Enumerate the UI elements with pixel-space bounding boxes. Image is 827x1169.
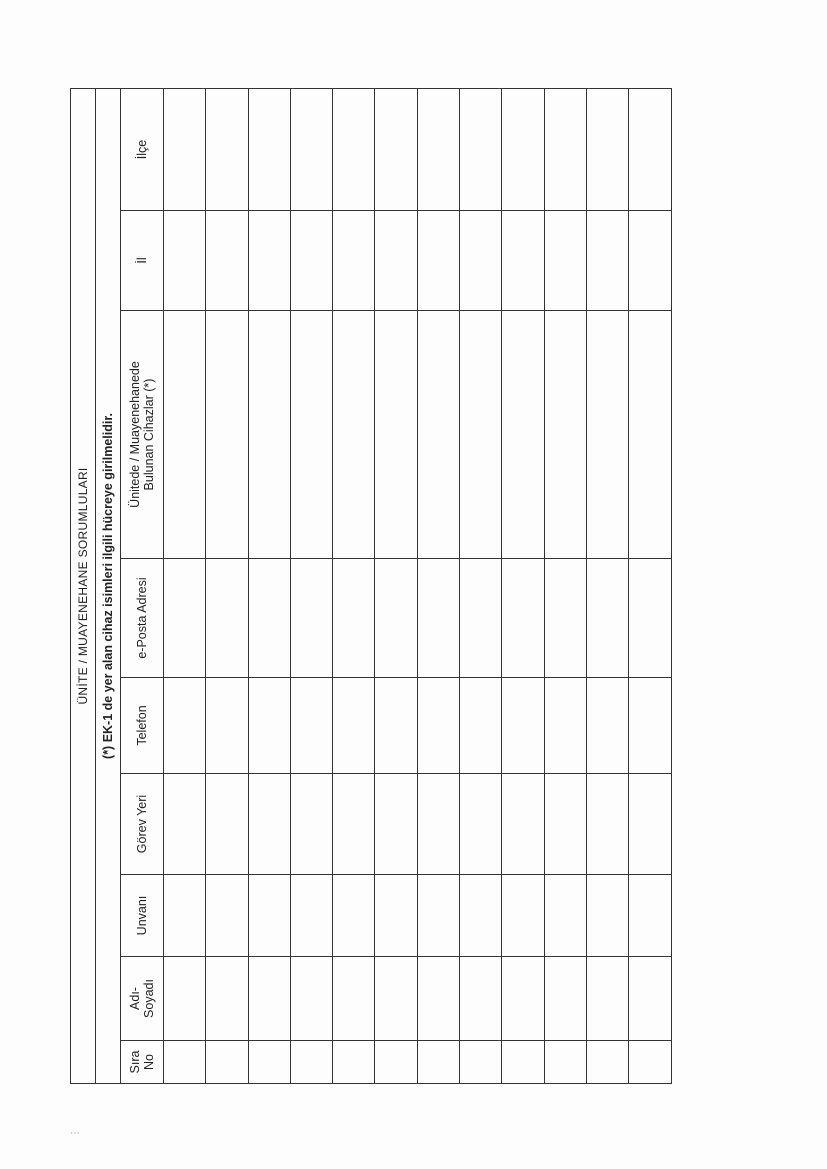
table-cell[interactable] xyxy=(417,957,459,1041)
table-cell[interactable] xyxy=(375,88,417,210)
table-cell[interactable] xyxy=(502,88,544,210)
table-cell[interactable] xyxy=(375,678,417,774)
table-cell[interactable] xyxy=(544,1041,586,1084)
table-cell[interactable] xyxy=(586,957,628,1041)
table-cell[interactable] xyxy=(290,774,332,875)
column-header: e-Posta Adresi xyxy=(121,559,164,678)
table-cell[interactable] xyxy=(417,1041,459,1084)
table-row xyxy=(206,88,248,1083)
table-cell[interactable] xyxy=(586,559,628,678)
table-cell[interactable] xyxy=(206,875,248,957)
table-cell[interactable] xyxy=(375,311,417,559)
column-header: Adı- Soyadı xyxy=(121,957,164,1041)
table-cell[interactable] xyxy=(502,1041,544,1084)
table-cell[interactable] xyxy=(248,1041,290,1084)
table-cell[interactable] xyxy=(206,88,248,210)
table-cell[interactable] xyxy=(248,311,290,559)
table-cell[interactable] xyxy=(206,311,248,559)
table-cell[interactable] xyxy=(629,311,671,559)
table-cell[interactable] xyxy=(333,311,375,559)
table-cell[interactable] xyxy=(460,559,502,678)
column-header: Unvanı xyxy=(121,875,164,957)
table-cell[interactable] xyxy=(544,774,586,875)
table-cell[interactable] xyxy=(502,211,544,311)
table-cell[interactable] xyxy=(460,678,502,774)
table-cell[interactable] xyxy=(629,957,671,1041)
table-cell[interactable] xyxy=(460,875,502,957)
table-cell[interactable] xyxy=(417,678,459,774)
table-cell[interactable] xyxy=(206,1041,248,1084)
table-cell[interactable] xyxy=(333,957,375,1041)
table-cell[interactable] xyxy=(248,957,290,1041)
table-cell[interactable] xyxy=(544,875,586,957)
table-row xyxy=(290,88,332,1083)
table-cell[interactable] xyxy=(544,211,586,311)
table-cell[interactable] xyxy=(290,559,332,678)
table-cell[interactable] xyxy=(502,957,544,1041)
table-cell[interactable] xyxy=(164,875,206,957)
table-cell[interactable] xyxy=(290,957,332,1041)
table-cell[interactable] xyxy=(502,559,544,678)
table-cell[interactable] xyxy=(629,559,671,678)
table-cell[interactable] xyxy=(629,88,671,210)
form-title: ÜNİTE / MUAYENEHANE SORUMLULARI xyxy=(71,88,96,1083)
table-row xyxy=(333,88,375,1083)
table-cell[interactable] xyxy=(586,211,628,311)
table-row xyxy=(586,88,628,1083)
form-note: (*) EK-1 de yer alan cihaz isimleri ilgili hücreye girilmelidir. xyxy=(96,88,121,1083)
table-cell[interactable] xyxy=(206,774,248,875)
table-cell[interactable] xyxy=(164,678,206,774)
table-row xyxy=(375,88,417,1083)
column-header: Telefon xyxy=(121,678,164,774)
table-cell[interactable] xyxy=(375,211,417,311)
scan-artifact: ⋯ xyxy=(70,1128,80,1139)
table-cell[interactable] xyxy=(417,88,459,210)
table-cell[interactable] xyxy=(290,88,332,210)
table-row xyxy=(248,88,290,1083)
table-cell[interactable] xyxy=(586,678,628,774)
table-cell[interactable] xyxy=(460,211,502,311)
table-cell[interactable] xyxy=(164,311,206,559)
table-cell[interactable] xyxy=(248,678,290,774)
table-cell[interactable] xyxy=(333,678,375,774)
table-cell[interactable] xyxy=(460,957,502,1041)
table-row xyxy=(544,88,586,1083)
responsibles-table xyxy=(70,88,672,1084)
table-cell[interactable] xyxy=(164,88,206,210)
table-cell[interactable] xyxy=(544,88,586,210)
table-cell[interactable] xyxy=(290,1041,332,1084)
table-row xyxy=(502,88,544,1083)
table-cell[interactable] xyxy=(629,678,671,774)
table-cell[interactable] xyxy=(460,774,502,875)
table-cell[interactable] xyxy=(375,559,417,678)
table-cell[interactable] xyxy=(164,211,206,311)
table-cell[interactable] xyxy=(629,774,671,875)
table-cell[interactable] xyxy=(333,211,375,311)
table-cell[interactable] xyxy=(544,311,586,559)
table-cell[interactable] xyxy=(502,678,544,774)
table-cell[interactable] xyxy=(544,957,586,1041)
table-cell[interactable] xyxy=(460,311,502,559)
table-cell[interactable] xyxy=(333,88,375,210)
column-header: Görev Yeri xyxy=(121,774,164,875)
column-header: Ünitede / Muayenehanede Bulunan Cihazlar (*) xyxy=(121,311,164,559)
table-cell[interactable] xyxy=(333,559,375,678)
column-header: İl xyxy=(121,211,164,311)
table-cell[interactable] xyxy=(164,957,206,1041)
table-cell[interactable] xyxy=(248,559,290,678)
rotated-form-sheet xyxy=(70,89,706,1084)
table-cell[interactable] xyxy=(206,211,248,311)
table-cell[interactable] xyxy=(417,875,459,957)
table-cell[interactable] xyxy=(544,678,586,774)
table-cell[interactable] xyxy=(417,311,459,559)
table-cell[interactable] xyxy=(164,559,206,678)
table-cell[interactable] xyxy=(375,774,417,875)
table-cell[interactable] xyxy=(248,774,290,875)
table-cell[interactable] xyxy=(586,1041,628,1084)
table-cell[interactable] xyxy=(629,1041,671,1084)
table-cell[interactable] xyxy=(333,774,375,875)
table-cell[interactable] xyxy=(290,211,332,311)
table-cell[interactable] xyxy=(586,311,628,559)
table-cell[interactable] xyxy=(375,875,417,957)
table-cell[interactable] xyxy=(544,559,586,678)
table-cell[interactable] xyxy=(248,875,290,957)
table-cell[interactable] xyxy=(248,211,290,311)
table-cell[interactable] xyxy=(417,559,459,678)
column-header: Sıra No xyxy=(121,1041,164,1084)
table-cell[interactable] xyxy=(629,211,671,311)
table-row xyxy=(460,88,502,1083)
table-cell[interactable] xyxy=(206,678,248,774)
table-cell[interactable] xyxy=(164,1041,206,1084)
table-cell[interactable] xyxy=(248,88,290,210)
table-row xyxy=(417,88,459,1083)
table-cell[interactable] xyxy=(290,311,332,559)
table-cell[interactable] xyxy=(206,957,248,1041)
table-cell[interactable] xyxy=(333,1041,375,1084)
table-cell[interactable] xyxy=(333,875,375,957)
table-cell[interactable] xyxy=(206,559,248,678)
table-cell[interactable] xyxy=(375,1041,417,1084)
table-row xyxy=(629,88,671,1083)
table-cell[interactable] xyxy=(290,875,332,957)
table-cell[interactable] xyxy=(460,1041,502,1084)
header-row xyxy=(121,88,164,1083)
table-cell[interactable] xyxy=(629,875,671,957)
table-row xyxy=(164,88,206,1083)
table-cell[interactable] xyxy=(586,88,628,210)
table-cell[interactable] xyxy=(460,88,502,210)
table-cell[interactable] xyxy=(502,774,544,875)
table-cell[interactable] xyxy=(586,774,628,875)
table-cell[interactable] xyxy=(586,875,628,957)
table-cell[interactable] xyxy=(164,774,206,875)
table-cell[interactable] xyxy=(375,957,417,1041)
table-cell[interactable] xyxy=(502,311,544,559)
column-header: İlçe xyxy=(121,88,164,210)
table-cell[interactable] xyxy=(417,211,459,311)
table-cell[interactable] xyxy=(502,875,544,957)
table-cell[interactable] xyxy=(417,774,459,875)
table-cell[interactable] xyxy=(290,678,332,774)
